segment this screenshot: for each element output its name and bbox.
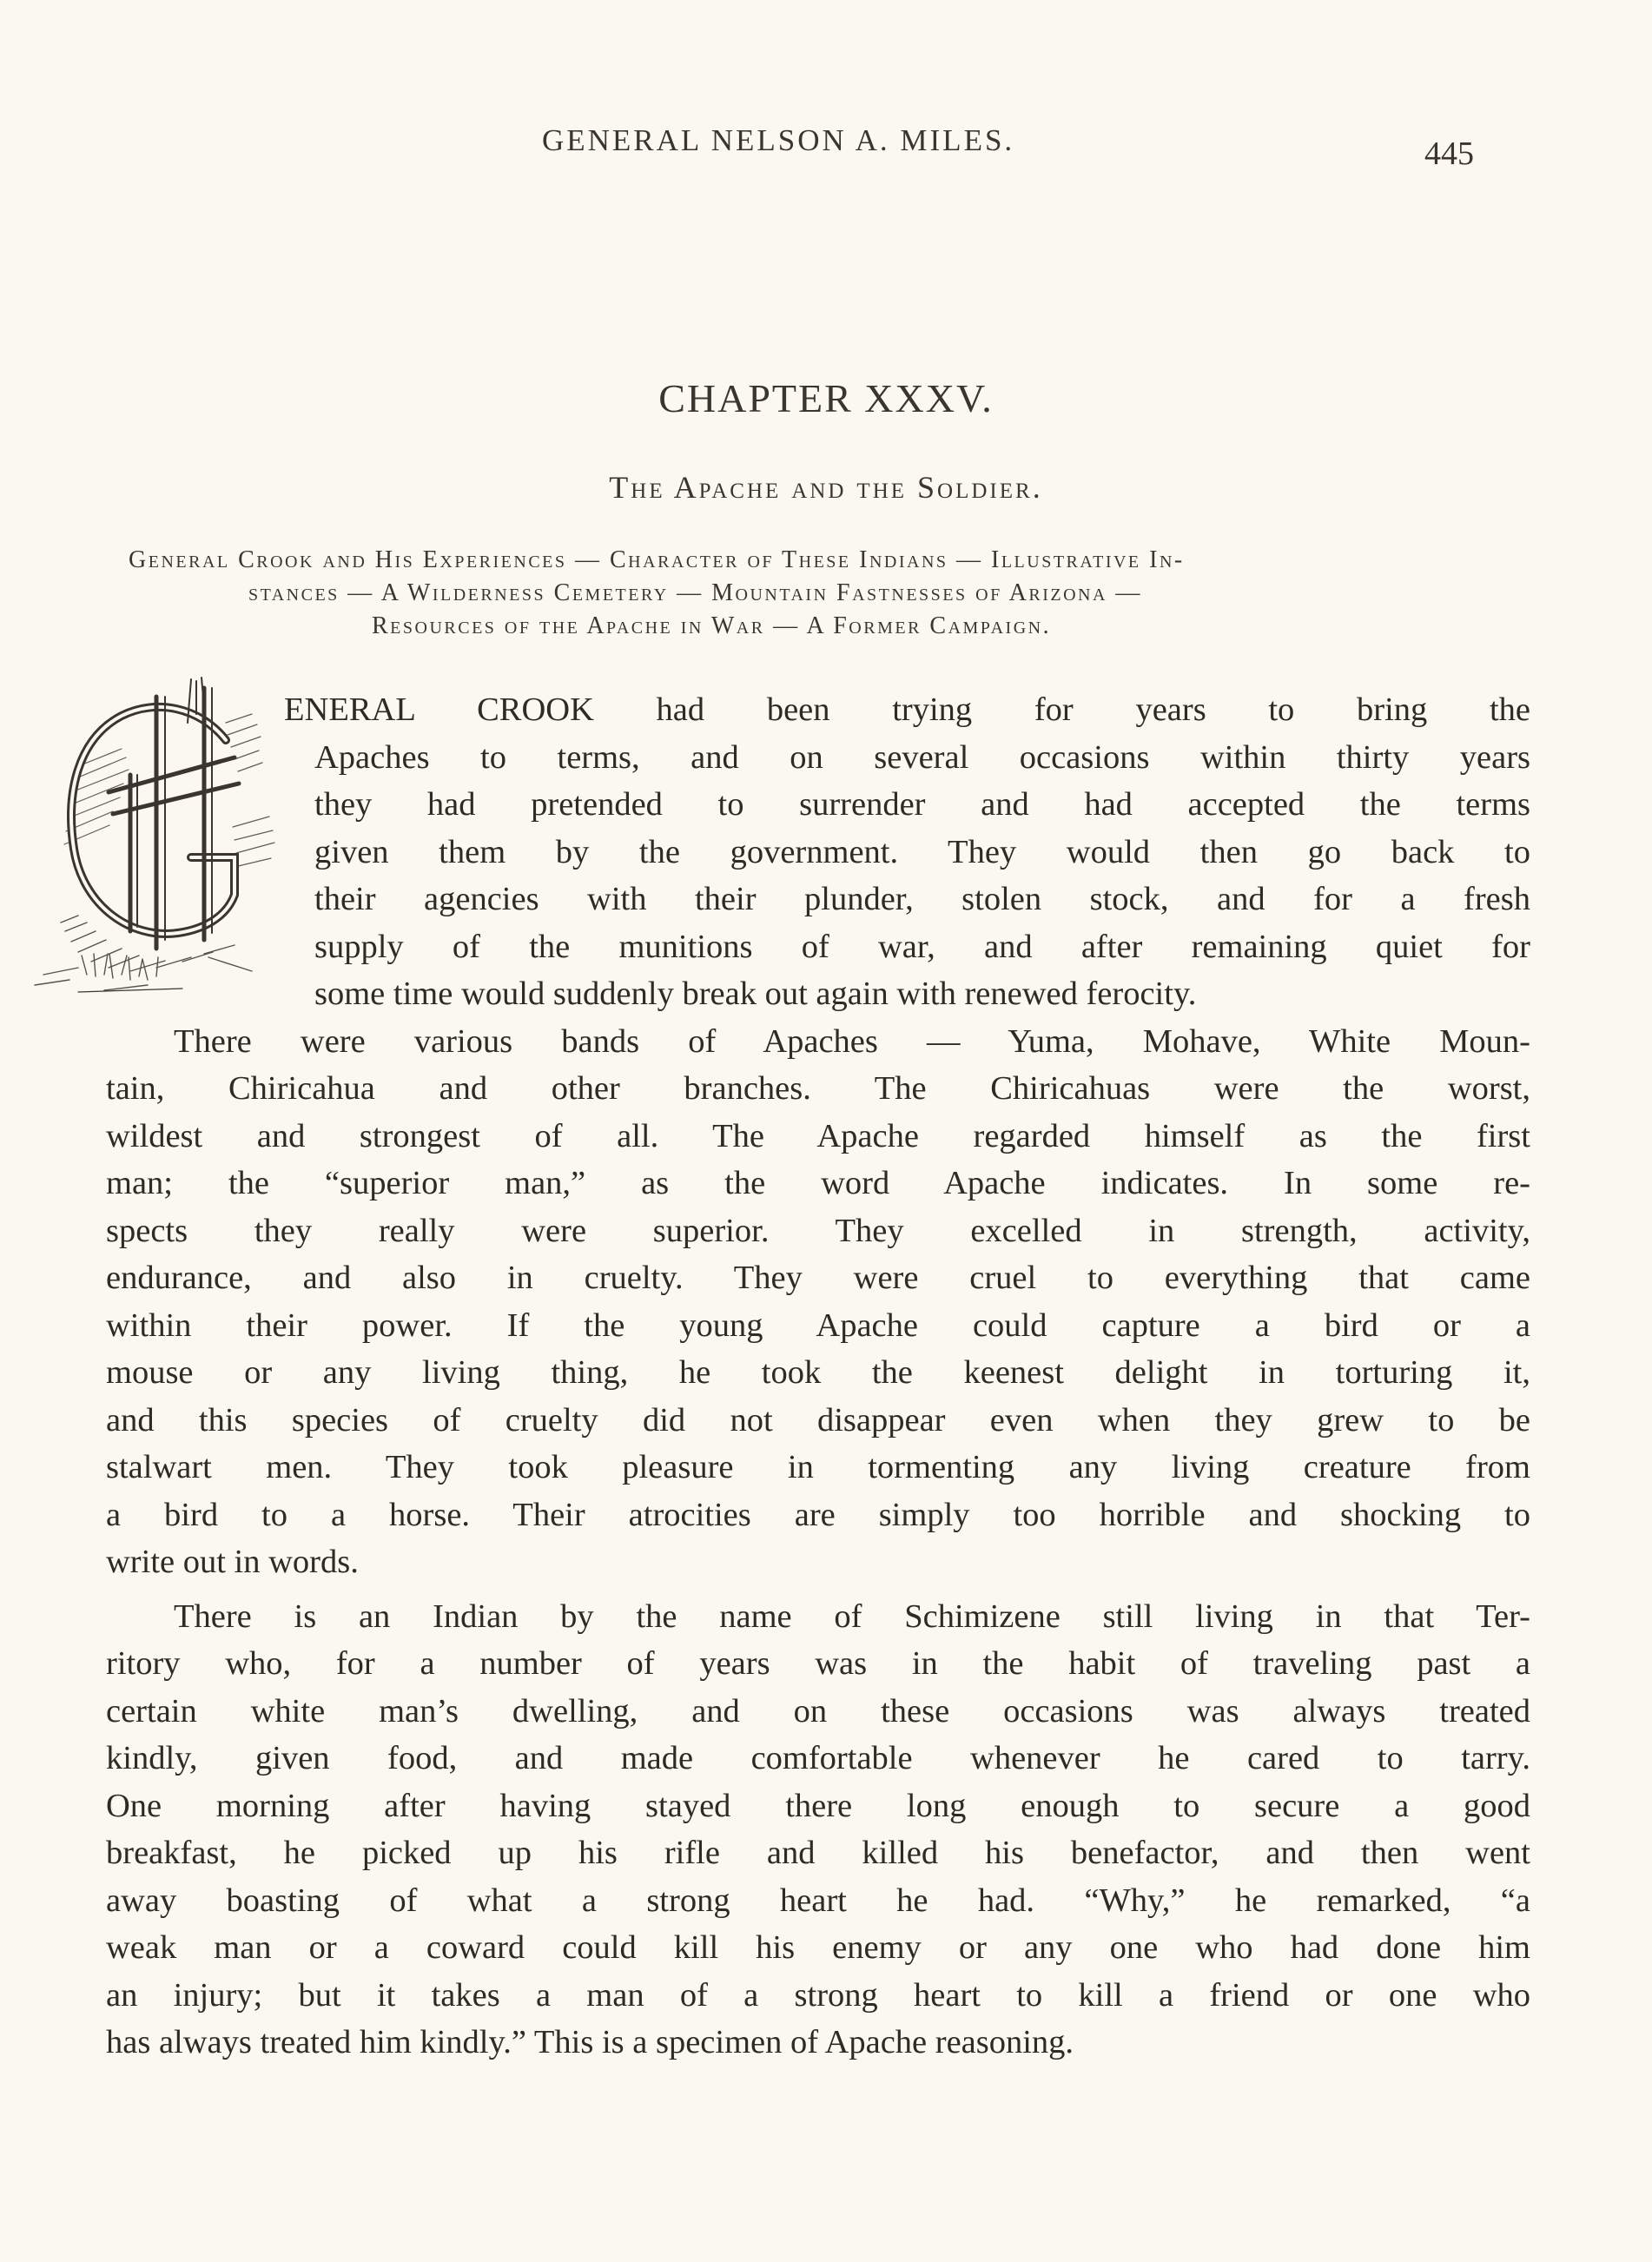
text-line: One morning after having stayed there long enough to secure a good [106, 1787, 1530, 1824]
text-line: and this species of cruelty did not disappear even when they grew to be [106, 1401, 1530, 1439]
text-line: Apaches to terms, and on several occasions within thirty years [314, 738, 1530, 776]
text-line: they had pretended to surrender and had accepted the terms [314, 786, 1530, 823]
text-line: There is an Indian by the name of Schimizene still living in that Ter- [174, 1597, 1530, 1635]
text-line: given them by the government. They would then go back to [314, 833, 1530, 870]
text-line: endurance, and also in cruelty. They were cruel to everything that came [106, 1260, 1530, 1296]
text-line: their agencies with their plunder, stolen stock, and for a fresh [314, 881, 1530, 917]
text-line: supply of the munitions of war, and after remaining quiet for [314, 928, 1530, 965]
synopsis-line: General Crook and His Experiences — Character of These Indians — Illustrative In- [129, 546, 1185, 573]
text-line: an injury; but it takes a man of a strong heart to kill a friend or one who [106, 1976, 1530, 2014]
text-line: stalwart men. They took pleasure in tormenting any living creature from [106, 1449, 1530, 1485]
text-line: There were various bands of Apaches — Yuma, Mohave, White Moun- [174, 1022, 1530, 1060]
text-line: wildest and strongest of all. The Apache regarded himself as the first [106, 1117, 1530, 1154]
text-line: some time would suddenly break out again with renewed ferocity. [314, 976, 1197, 1012]
text-line: certain white man’s dwelling, and on these occasions was always treated [106, 1692, 1530, 1730]
chapter-subtitle: The Apache and the Soldier. [609, 470, 1043, 505]
page-number: 445 [1424, 136, 1474, 172]
text-line: spects they really were superior. They excelled in strength, activity, [106, 1212, 1530, 1249]
synopsis-line: stances — A Wilderness Cemetery — Mountain Fastnesses of Arizona — [248, 579, 1142, 606]
text-line: tain, Chiricahua and other branches. The Chiricahuas were the worst, [106, 1070, 1530, 1107]
chapter-title: CHAPTER XXXV. [658, 376, 994, 420]
text-line: write out in words. [106, 1544, 359, 1580]
text-line: within their power. If the young Apache could capture a bird or a [106, 1306, 1530, 1344]
text-line: kindly, given food, and made comfortable whenever he cared to tarry. [106, 1740, 1530, 1776]
text-line: mouse or any living thing, he took the keenest delight in torturing it, [106, 1354, 1530, 1391]
text-line: ritory who, for a number of years was in the habit of traveling past a [106, 1645, 1530, 1682]
text-line: man; the “superior man,” as the word Apache indicates. In some re- [106, 1165, 1530, 1201]
synopsis-line: Resources of the Apache in War — A Former Campaign. [372, 612, 1052, 639]
text-line: breakfast, he picked up his rifle and killed his benefactor, and then went [106, 1835, 1530, 1871]
text-line: has always treated him kindly.” This is a specimen of Apache reasoning. [106, 2024, 1074, 2060]
chapter-body-text [106, 686, 1530, 2067]
chapter-synopsis [129, 544, 1518, 643]
running-head: GENERAL NELSON A. MILES. [542, 123, 1015, 157]
text-line: a bird to a horse. Their atrocities are simply too horrible and shocking to [106, 1496, 1530, 1533]
text-line: ENERAL CROOK had been trying for years to bring the [284, 691, 1530, 728]
text-line: away boasting of what a strong heart he had. “Why,” he remarked, “a [106, 1882, 1530, 1919]
text-line: weak man or a coward could kill his enemy or any one who had done him [106, 1929, 1530, 1966]
